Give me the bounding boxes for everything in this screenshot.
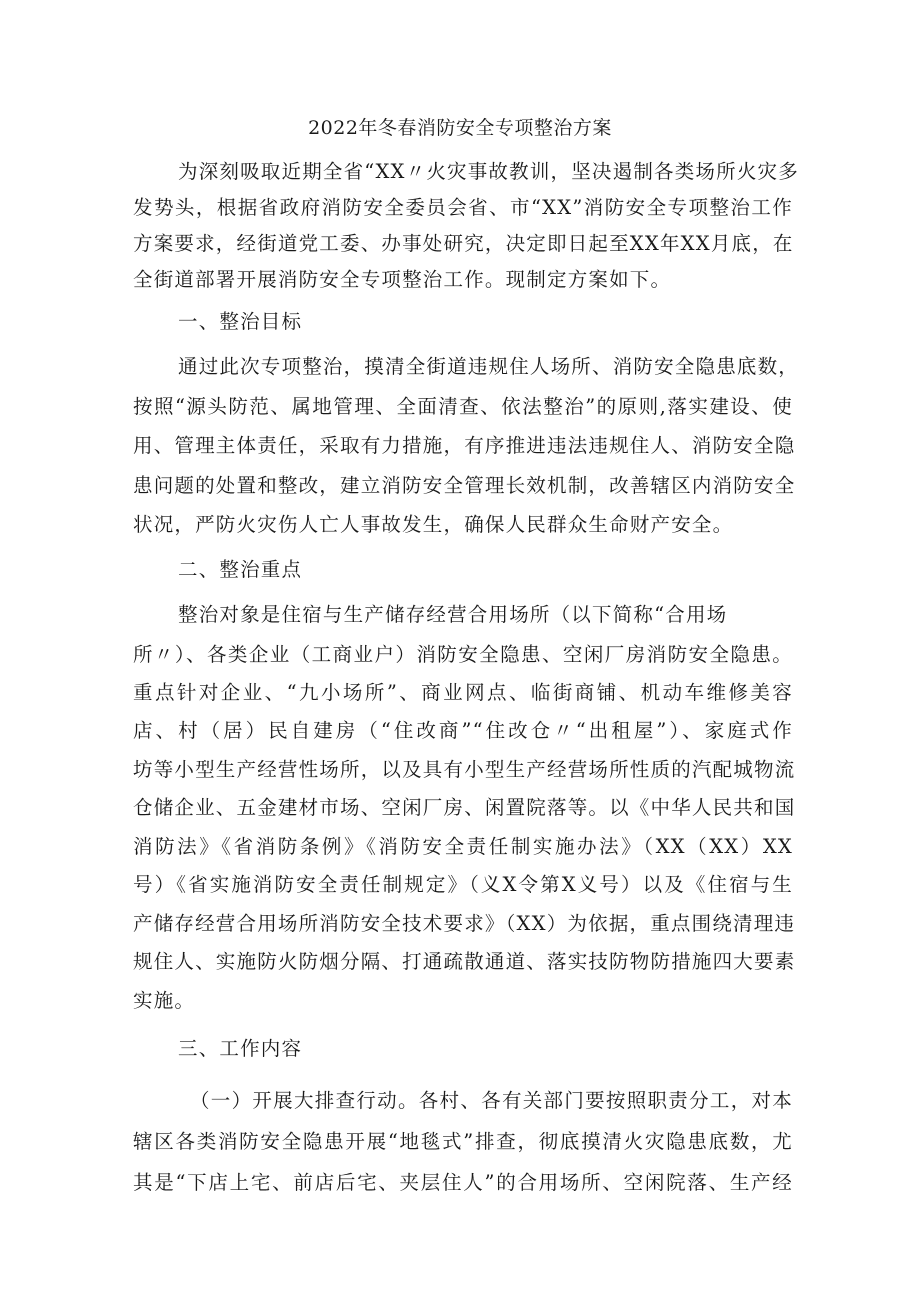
- section1-line: 通过此次专项整治，摸清全街道违规住人场所、消防安全隐患底数，: [178, 355, 800, 378]
- section2-line: 重点针对企业、“九小场所”、商业网点、临街商铺、机动车维修美容: [133, 681, 793, 704]
- section-heading: 一、整治目标: [178, 310, 303, 333]
- section1-line: 用、管理主体责任，采取有力措施，有序推进违法违规住人、消防安全隐: [133, 434, 796, 457]
- section1-line: 患问题的处置和整改，建立消防安全管理长效机制，改善辖区内消防安全: [133, 474, 796, 497]
- section2-line: 所〃）、各类企业（工商业户）消防安全隐患、空闲厂房消防安全隐患。: [133, 643, 793, 666]
- section3-line: （一）开展大排查行动。各村、各有关部门要按照职责分工，对本: [190, 1089, 793, 1112]
- intro-line: 全街道部署开展消防安全专项整治工作。现制定方案如下。: [133, 268, 672, 291]
- intro-line: 为深刻吸取近期全省“XX〃火灾事故教训，坚决遏制各类场所火灾多: [178, 160, 799, 183]
- intro-line: 方案要求，经街道党工委、办事处研究，决定即日起至XX年XX月底，在: [133, 232, 794, 255]
- section-heading: 三、工作内容: [178, 1037, 303, 1060]
- section2-line: 坊等小型生产经营性场所，以及具有小型生产经营场所性质的汽配城物流: [133, 758, 796, 781]
- section2-line: 消防法》《省消防条例》《消防安全责任制实施办法》（XX（XX）XX: [133, 835, 793, 858]
- section3-line: 辖区各类消防安全隐患开展“地毯式”排查，彻底摸清火灾隐患底数，尤: [133, 1130, 793, 1153]
- section2-line: 实施。: [133, 989, 196, 1012]
- document-title: 2022年冬春消防安全专项整治方案: [308, 117, 612, 139]
- intro-line: 发势头，根据省政府消防安全委员会省、市“XX”消防安全专项整治工作: [133, 196, 793, 219]
- section1-line: 状况，严防火灾伤人亡人事故发生，确保人民群众生命财产安全。: [133, 513, 734, 536]
- section2-line: 整治对象是住宿与生产储存经营合用场所（以下简称“合用场: [178, 603, 728, 626]
- section3-line: 其是“下店上宅、前店后宅、夹层住人”的合用场所、空闲院落、生产经: [133, 1171, 793, 1194]
- section1-line: 按照“源头防范、属地管理、全面清查、依法整治”的原则,落实建设、使: [133, 395, 793, 418]
- section2-line: 号）《省实施消防安全责任制规定》（义X令第X义号）以及《住宿与生: [133, 873, 793, 896]
- section2-line: 规住人、实施防火防烟分隔、打通疏散通道、落实技防物防措施四大要素: [133, 950, 796, 973]
- section2-line: 店、村（居）民自建房（“住改商”“住改仓〃“出租屋”）、家庭式作: [133, 719, 793, 742]
- section2-line: 仓储企业、五金建材市场、空闲厂房、闲置院落等。以《中华人民共和国: [133, 796, 796, 819]
- section-heading: 二、整治重点: [178, 558, 303, 581]
- section2-line: 产储存经营合用场所消防安全技术要求》（XX）为依据，重点围绕清理违: [133, 912, 796, 935]
